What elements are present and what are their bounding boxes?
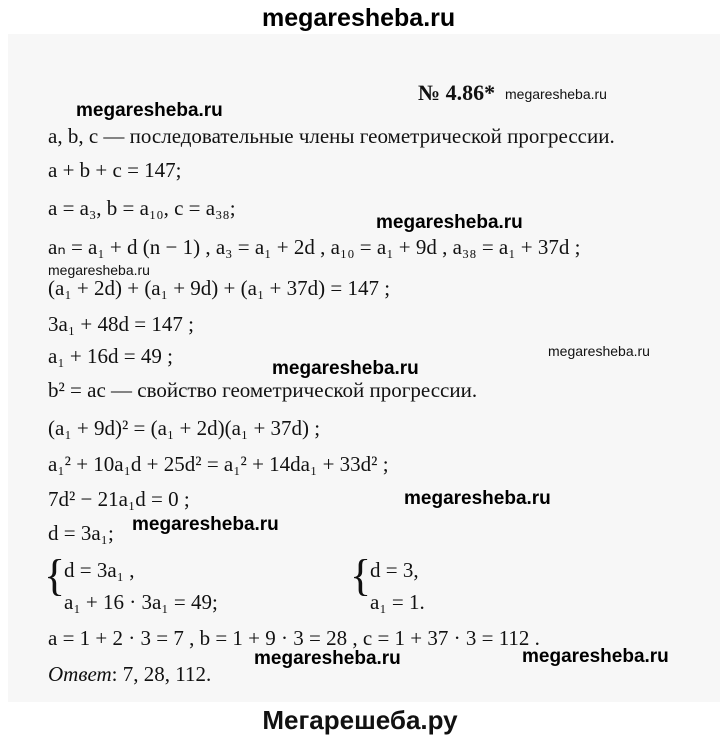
system-equation: a₁ + 16 · 3a₁ = 49;	[64, 590, 218, 614]
watermark: megaresheba.ru	[404, 488, 551, 509]
equation-line: a₁² + 10a₁d + 25d² = a₁² + 14da₁ + 33d² ;	[48, 452, 389, 476]
equation-line: (a₁ + 2d) + (a₁ + 9d) + (a₁ + 37d) = 147 ;	[48, 276, 391, 300]
equation-line: a = a₃, b = a₁₀, c = a₃₈;	[48, 196, 236, 220]
system-equation: a₁ = 1.	[370, 590, 425, 614]
answer-label: Ответ	[48, 662, 112, 686]
equation-line: a₁ + 16d = 49 ;	[48, 344, 173, 368]
header-watermark: megaresheba.ru	[262, 4, 456, 32]
footer-watermark: Мегарешеба.ру	[262, 705, 458, 735]
problem-number: № 4.86*	[418, 80, 496, 105]
system-equation: d = 3a₁ ,	[64, 558, 135, 582]
watermark: megaresheba.ru	[522, 646, 669, 667]
equation-line: a = 1 + 2 · 3 = 7 , b = 1 + 9 · 3 = 28 , c = 1 + 37 · 3 = 112 .	[48, 626, 540, 650]
answer-value: : 7, 28, 112.	[111, 662, 212, 686]
answer-line	[48, 662, 211, 687]
equation-line: d = 3a₁;	[48, 521, 114, 545]
watermark: megaresheba.ru	[548, 343, 650, 359]
equation-line: a + b + c = 147;	[48, 158, 182, 182]
watermark: megaresheba.ru	[505, 86, 607, 102]
text-line: a, b, c — последовательные члены геометрической прогрессии.	[48, 124, 615, 148]
equation-line: aₙ = a₁ + d (n − 1) , a₃ = a₁ + 2d , a₁₀ = a₁ + 9d , a₃₈ = a₁ + 37d ;	[48, 235, 581, 259]
text-line: b² = ac — свойство геометрической прогрессии.	[48, 378, 478, 402]
watermark: megaresheba.ru	[376, 212, 523, 233]
watermark: megaresheba.ru	[254, 648, 401, 669]
equation-line: (a₁ + 9d)² = (a₁ + 2d)(a₁ + 37d) ;	[48, 416, 321, 440]
system-equation: d = 3,	[370, 558, 419, 582]
watermark: megaresheba.ru	[272, 358, 419, 379]
watermark: megaresheba.ru	[76, 100, 223, 121]
system-brace: {	[350, 551, 372, 600]
equation-line: 7d² − 21a₁d = 0 ;	[48, 487, 190, 511]
watermark: megaresheba.ru	[48, 262, 150, 278]
watermark: megaresheba.ru	[132, 514, 279, 535]
system-brace: {	[44, 551, 66, 600]
equation-line: 3a₁ + 48d = 147 ;	[48, 312, 194, 336]
